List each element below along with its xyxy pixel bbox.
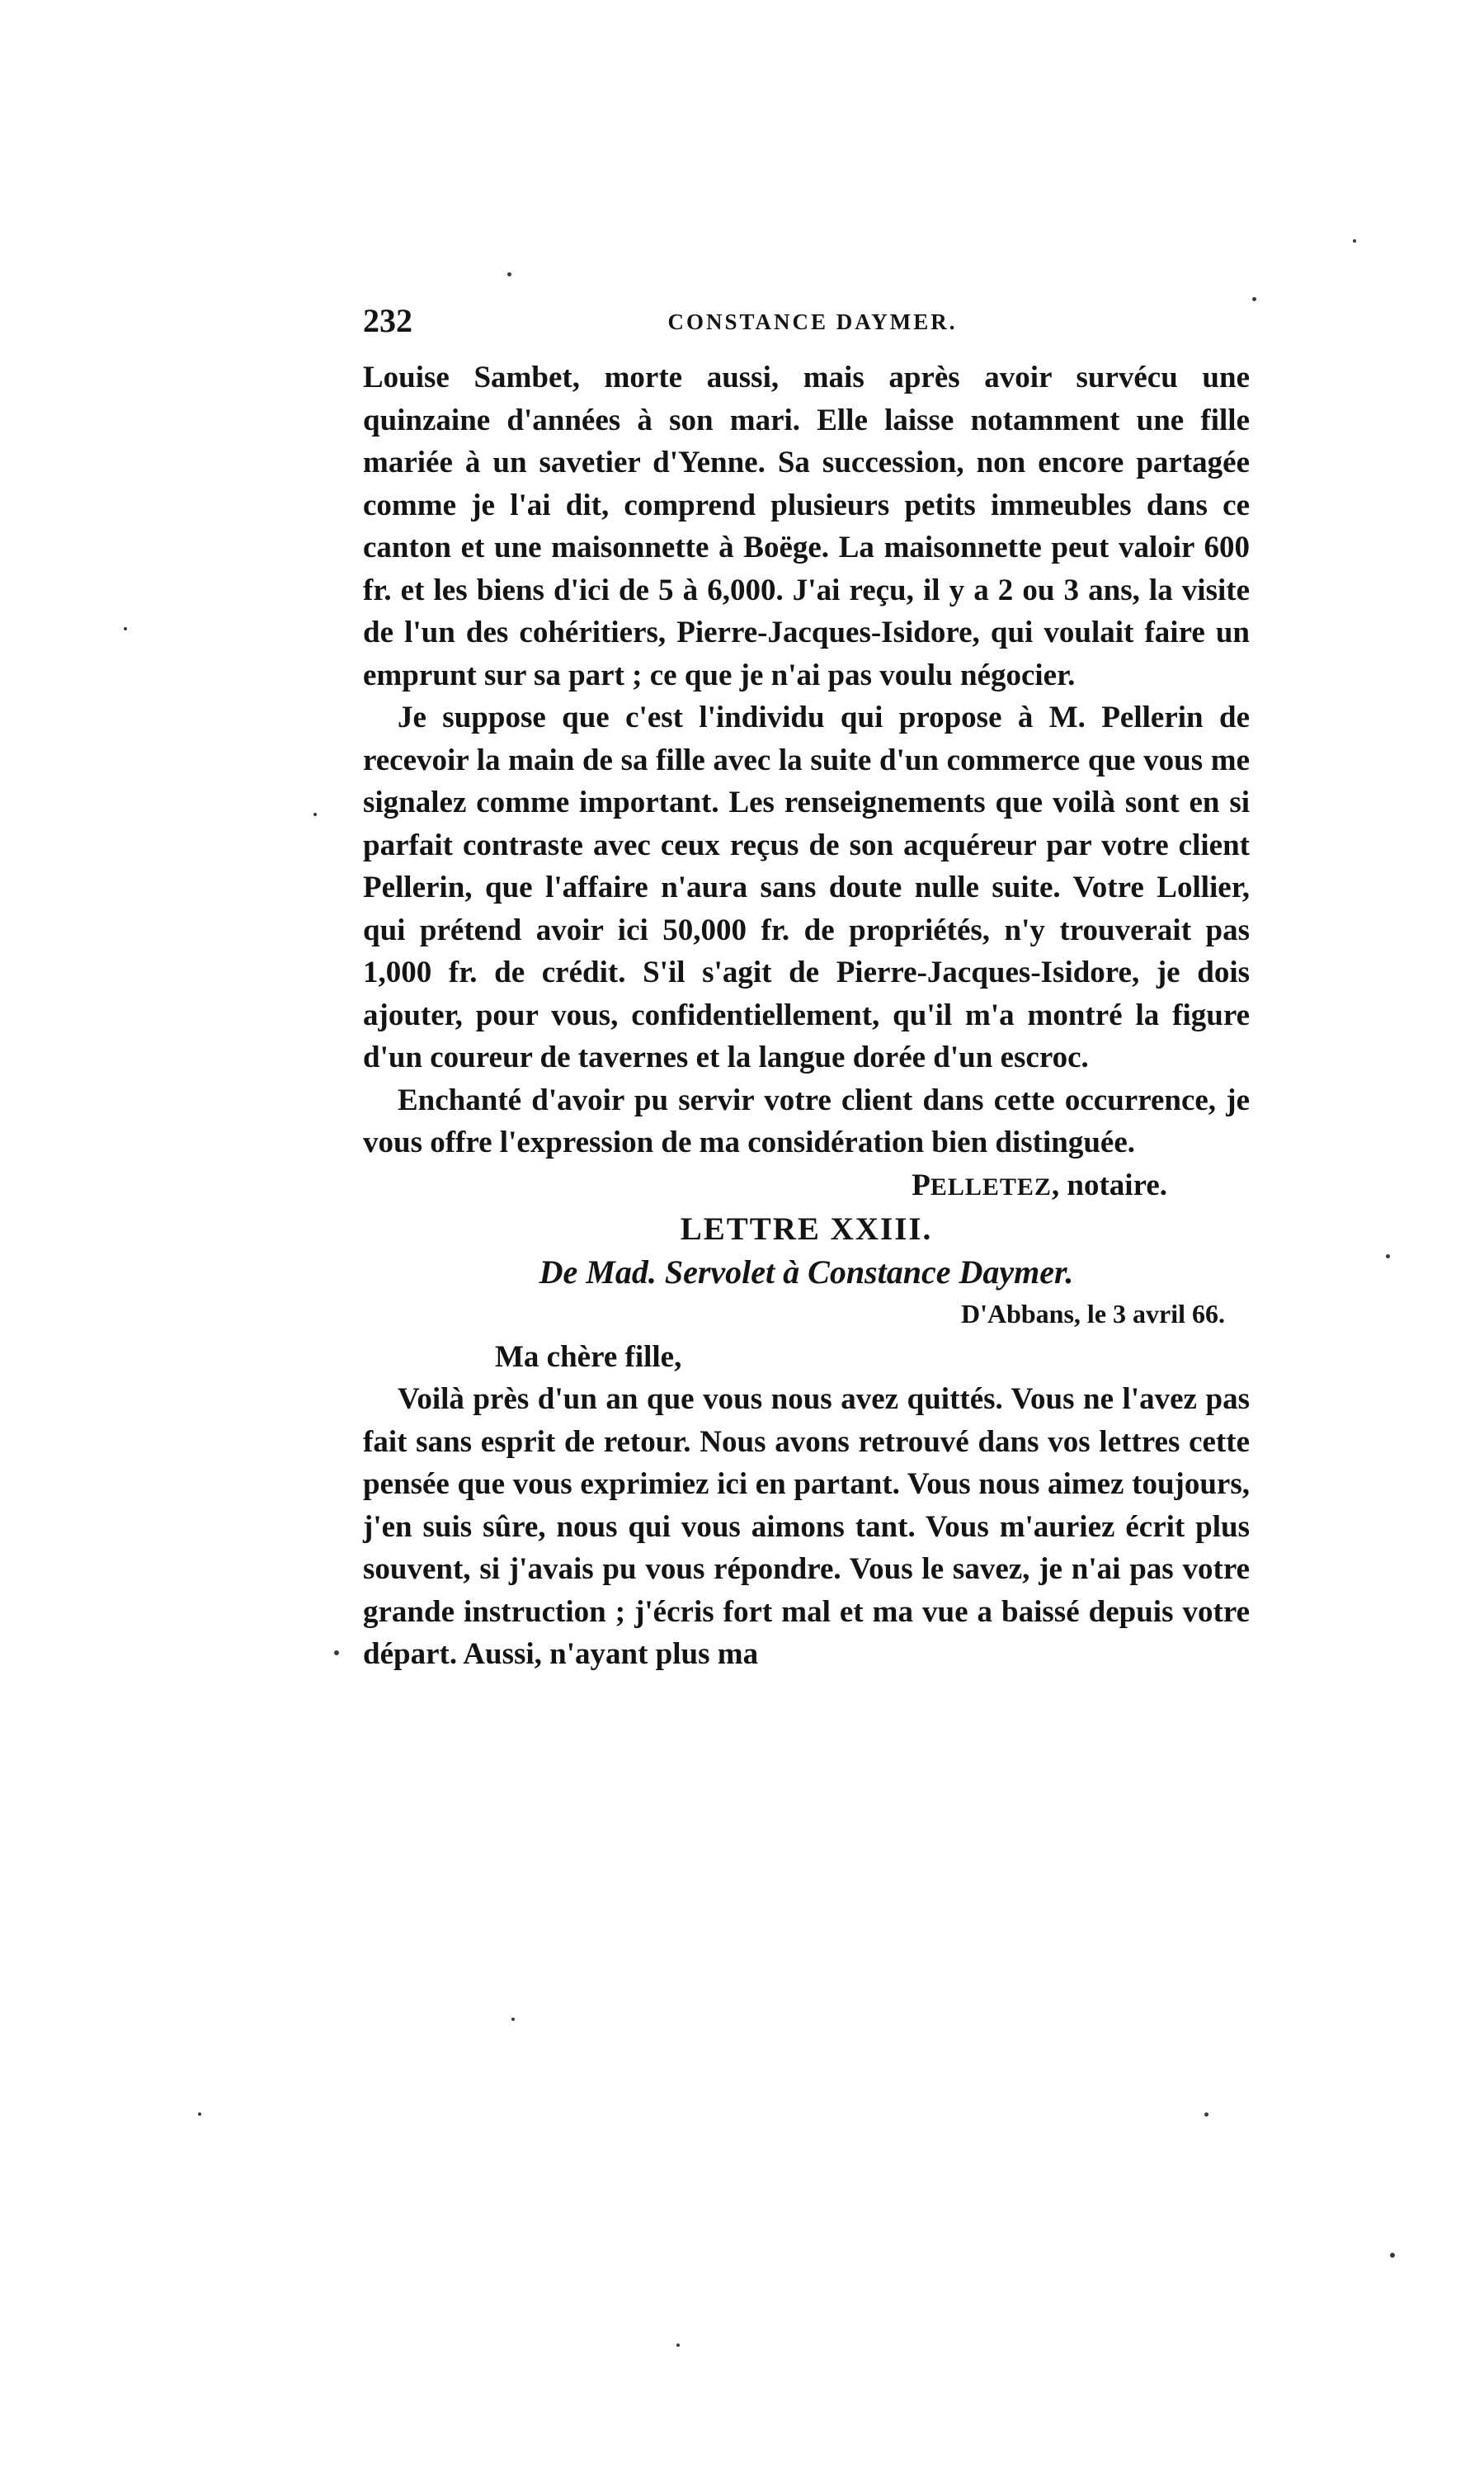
letter-body: Voilà près d'un an que vous nous avez quittés. Vous ne l'avez pas fait sans esprit de retour. Nous avons retrouvé dans vos lettres cette pensée que vous exprimiez ici en partant. Vous nous aimez toujours, j'en suis sûre, nous qui vous aimons tant. Vous m'auriez écrit plus souvent, si j'avais pu vous répondre. Vous le savez, je n'ai pas votre grande instruction ; j'écris fort mal et ma vue a baissé depuis votre départ. Aussi, n'ayant plus ma <box>363 1382 1250 1671</box>
signature <box>363 1164 1250 1209</box>
scan-speck <box>334 1650 339 1655</box>
running-title: CONSTANCE DAYMER. <box>667 309 958 334</box>
page-body <box>363 356 1250 1676</box>
scan-speck <box>676 2343 680 2347</box>
scan-speck <box>313 813 317 816</box>
paragraph-continuation: Louise Sambet, morte aussi, mais après avoir survécu une quinzaine d'années à son mari. Elle laisse notamment une fille mariée à un savetier d'Yenne. Sa succession, non encore partagée comme je l'ai dit, comprend plusieurs petits immeubles dans ce canton et une maisonnette à Boëge. La maisonnette peut valoir 600 fr. et les biens d'ici de 5 à 6,000. J'ai reçu, il y a 2 ou 3 ans, la visite de l'un des cohéritiers, Pierre-Jacques-Isidore, qui voulait faire un emprunt sur sa part ; ce que je n'ai pas voulu négocier. <box>363 361 1250 692</box>
signature-name: ELLETEZ <box>930 1173 1052 1201</box>
letter-subheading: De Mad. Servolet à Constance Daymer. <box>539 1253 1074 1291</box>
scan-speck <box>507 272 511 276</box>
page-header <box>363 301 1262 351</box>
letter-salutation: Ma chère fille, <box>495 1339 682 1374</box>
scan-speck <box>1353 239 1356 243</box>
letter-dateline: D'Abbans, le 3 avril 66. <box>960 1299 1225 1329</box>
signature-initial: P <box>912 1168 930 1202</box>
scan-speck <box>1386 1254 1390 1258</box>
paragraph-closing: Enchanté d'avoir pu servir votre client dans cette occurrence, je vous offre l'expression de ma considération bien distinguée. <box>363 1083 1250 1159</box>
scan-speck <box>198 2112 201 2116</box>
scan-speck <box>1252 297 1256 301</box>
signature-title: , notaire. <box>1051 1168 1167 1202</box>
letter-heading: LETTRE XXIII. <box>680 1211 933 1247</box>
scan-speck <box>124 627 127 630</box>
scan-speck <box>511 2018 515 2021</box>
scan-speck <box>1390 2253 1395 2258</box>
paragraph-suppose: Je suppose que c'est l'individu qui propose à M. Pellerin de recevoir la main de sa fille avec la suite d'un commerce que vous me signalez comme important. Les renseignements que voilà sont en si parfait contraste avec ceux reçus de son acquéreur par votre client Pellerin, que l'affaire n'aura sans doute nulle suite. Votre Lollier, qui prétend avoir ici 50,000 fr. de propriétés, n'y trouverait pas 1,000 fr. de crédit. S'il s'agit de Pierre-Jacques-Isidore, je dois ajouter, pour vous, confidentiellement, qu'il m'a montré la figure d'un coureur de tavernes et la langue dorée d'un escroc. <box>363 701 1250 1074</box>
scan-speck <box>1204 2112 1208 2117</box>
page-number: 232 <box>363 302 412 339</box>
